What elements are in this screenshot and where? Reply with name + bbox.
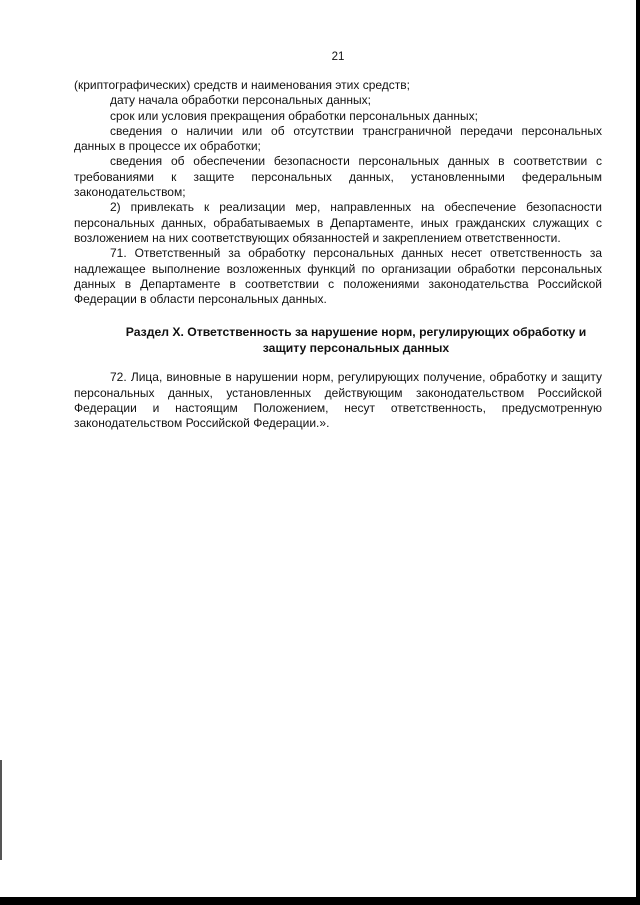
scan-border-bottom xyxy=(0,897,640,905)
section-heading-line-2: защиту персональных данных xyxy=(262,340,450,355)
document-page xyxy=(74,50,602,432)
paragraph-continuation: (криптографических) средств и наименования этих средств; xyxy=(74,78,410,92)
section-heading-line-1: Раздел X. Ответственность за нарушение норм, регулирующих обработку и xyxy=(125,325,587,340)
section-heading xyxy=(74,325,602,356)
scan-border-right xyxy=(636,0,640,905)
paragraph-termination-terms: срок или условия прекращения обработки персональных данных; xyxy=(110,108,478,123)
paragraph-cross-border-transfer: сведения о наличии или об отсутствии трансграничной передачи персональных данных в процессе их обработки; xyxy=(74,123,602,154)
paragraph-security-measures: сведения об обеспечении безопасности персональных данных в соответствии с требованиями к защите персональных данных, установленными федеральным законодательством; xyxy=(74,154,602,200)
paragraph-item-72: 72. Лица, виновные в нарушении норм, регулирующих получение, обработку и защиту персональных данных, установленных действующим законодательством Российской Федерации и настоящим Положением, несут ответственность, предусмотренную законодательством Российской Федерации.». xyxy=(74,370,602,431)
scan-mark-left xyxy=(0,760,2,860)
paragraph-item-71: 71. Ответственный за обработку персональных данных несет ответственность за надлежащее выполнение возложенных функций по организации обработки персональных данных в Департаменте в соответствии с положениями законодательства Российской Федерации в области персональных данных. xyxy=(74,246,602,307)
page-number: 21 xyxy=(331,51,345,63)
paragraph-start-date: дату начала обработки персональных данных; xyxy=(110,93,371,108)
paragraph-item-2: 2) привлекать к реализации мер, направленных на обеспечение безопасности персональных данных, обрабатываемых в Департаменте, иных гражданских служащих с возложением на них соответствующих обязанностей и закреплением ответственности. xyxy=(74,200,602,245)
